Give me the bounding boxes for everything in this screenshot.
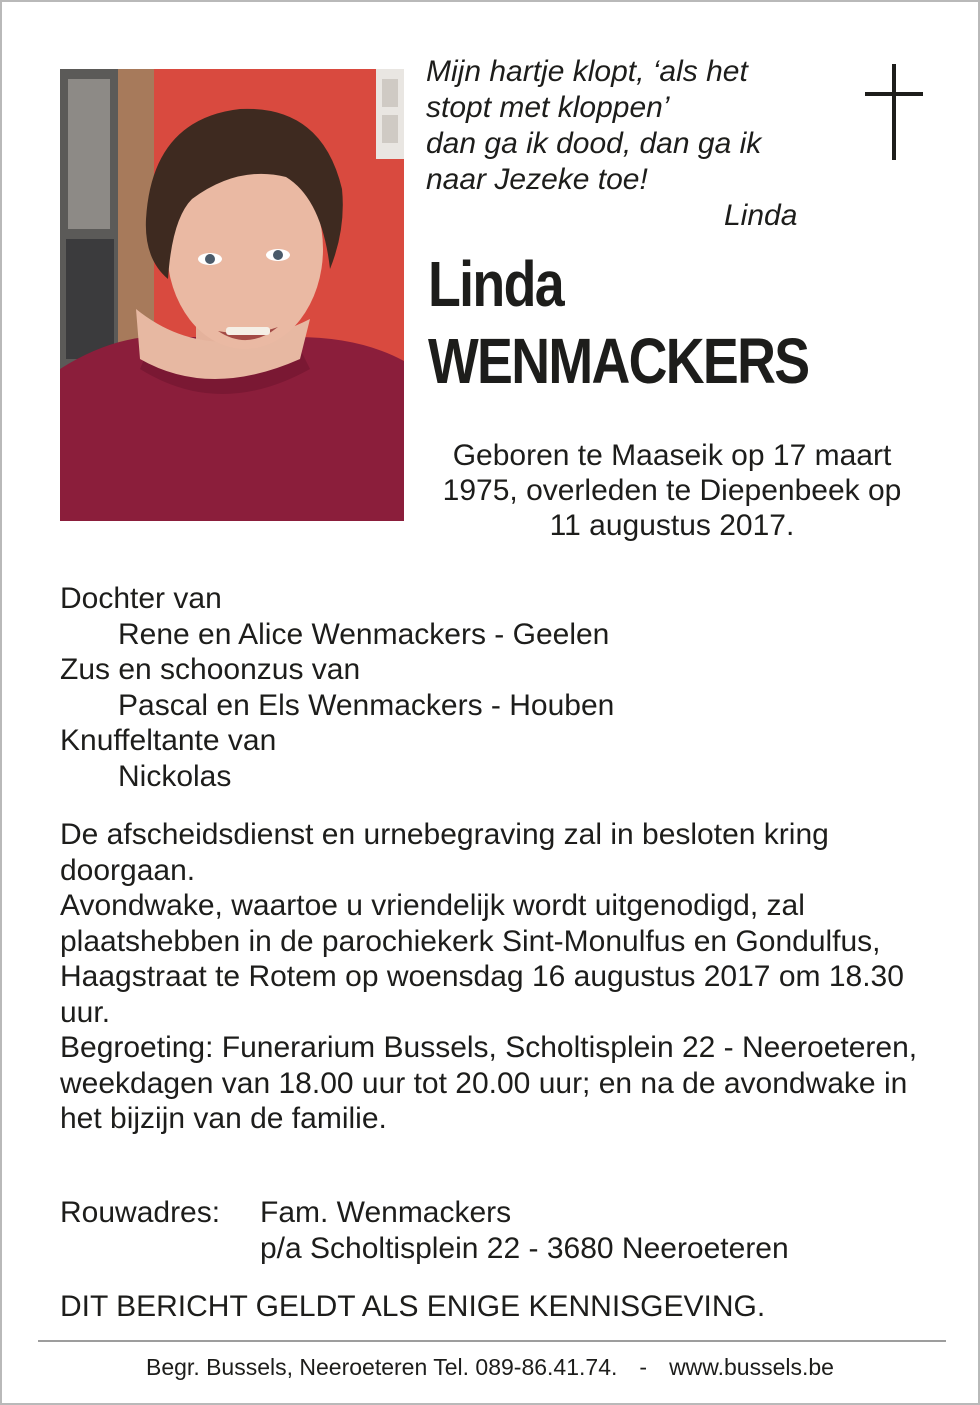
address-line: Fam. Wenmackers [260, 1196, 512, 1229]
family-role: Knuffeltante van [60, 724, 277, 757]
notice-paragraph: Begroeting: Funerarium Bussels, Scholtisplein 22 - Neeroeteren, [60, 1031, 918, 1064]
address-label: Rouwadres: [60, 1196, 221, 1229]
family-role: Zus en schoonzus van [60, 653, 361, 686]
deceased-first-name: Linda [428, 248, 563, 320]
notice-paragraph: De afscheidsdienst en urnebegraving zal in besloten kring doorgaan. [60, 818, 829, 887]
birth-death-line: Geboren te Maaseik op 17 maart [452, 439, 892, 472]
family-members: Pascal en Els Wenmackers - Houben [118, 688, 615, 722]
footer-company: Begr. Bussels, Neeroeteren Tel. 089-86.41.74. [146, 1354, 618, 1380]
cross-icon [865, 64, 923, 160]
birth-death-line: 11 augustus 2017. [549, 509, 795, 542]
family-members: Rene en Alice Wenmackers - Geelen [118, 617, 610, 651]
poem-line: naar Jezeke toe! [426, 163, 648, 196]
poem-line: Mijn hartje klopt, ‘als het [426, 55, 748, 88]
notice-disclaimer: DIT BERICHT GELDT ALS ENIGE KENNISGEVING. [60, 1290, 766, 1323]
service-notice [60, 817, 940, 1137]
footer-website-link[interactable]: www.bussels.be [669, 1354, 834, 1380]
poem-line: dan ga ik dood, dan ga ik [426, 127, 762, 160]
address-line: p/a Scholtisplein 22 - 3680 Neeroeteren [260, 1231, 789, 1265]
poem-signature: Linda [724, 199, 798, 232]
poem-line: stopt met kloppen’ [426, 91, 670, 124]
notice-paragraph: Avondwake, waartoe u vriendelijk wordt uitgenodigd, zal plaatshebben in de parochiekerk Sint-Monulfus en Gondulfus, Haagstraat te Rotem op woensdag 16 augustus 2017 om 18.30 uur. [60, 889, 904, 1029]
family-members: Nickolas [118, 759, 232, 793]
deceased-last-name: WENMACKERS [428, 325, 809, 397]
address-value [260, 1195, 789, 1266]
birth-death-info [422, 438, 922, 543]
footer [2, 1354, 978, 1381]
footer-separator: - [639, 1354, 648, 1380]
family-list [60, 581, 614, 794]
portrait-photo [60, 69, 404, 521]
divider [38, 1340, 946, 1342]
family-role: Dochter van [60, 582, 222, 615]
birth-death-line: 1975, overleden te Diepenbeek op [442, 474, 902, 507]
notice-paragraph: weekdagen van 18.00 uur tot 20.00 uur; en na de avondwake in het bijzijn van de familie. [60, 1066, 908, 1135]
poem-quote [426, 54, 846, 234]
